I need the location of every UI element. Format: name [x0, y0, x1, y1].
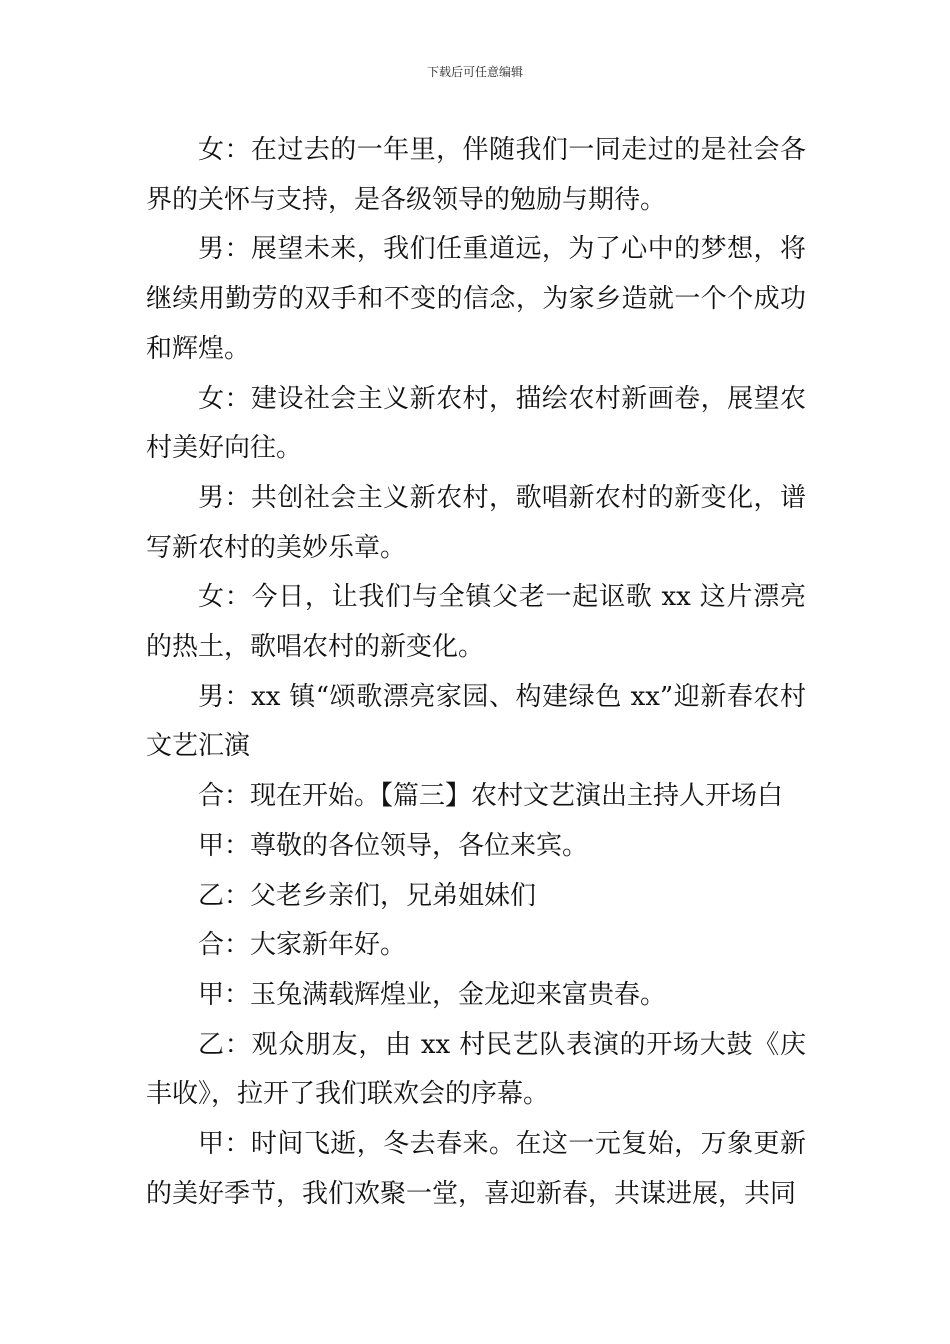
paragraph-8: 甲：尊敬的各位领导，各位来宾。: [198, 830, 589, 861]
paragraph-4: 男：共创社会主义新农村，歌唱新农村的新变化，谱写新农村的美妙乐章。: [146, 482, 806, 563]
paragraph-13: 甲：时间飞逝，冬去春来。在这一元复始，万象更新的美好季节，我们欢聚一堂，喜迎新春，共谋进展，共同: [146, 1129, 806, 1209]
paragraph-11: 甲：玉兔满载辉煌业，金龙迎来富贵春。: [198, 979, 667, 1010]
paragraph-10: 合：大家新年好。: [198, 930, 407, 961]
paragraph-5: 女：今日，让我们与全镇父老一起讴歌 xx 这片漂亮的热土，歌唱农村的新变化。: [146, 582, 806, 663]
paragraph-7: 合：现在开始。【篇三】农村文艺演出主持人开场白: [198, 781, 784, 812]
paragraph-6: 男：xx 镇“颂歌漂亮家园、构建绿色 xx”迎新春农村文艺汇演: [146, 681, 806, 762]
paragraph-9: 乙：父老乡亲们，兄弟姐妹们: [198, 880, 537, 911]
document-body: [146, 126, 806, 1219]
paragraph-1: 女：在过去的一年里，伴随我们一同走过的是社会各界的关怀与支持，是各级领导的勉励与期待。: [146, 135, 806, 215]
paragraph-3: 女：建设社会主义新农村，描绘农村新画卷，展望农村美好向往。: [146, 383, 806, 464]
paragraph-12: 乙：观众朋友，由 xx 村民艺队表演的开场大鼓《庆丰收》，拉开了我们联欢会的序幕。: [146, 1029, 806, 1110]
page-header-note: 下载后可任意编辑: [426, 65, 523, 79]
paragraph-2: 男：展望未来，我们任重道远，为了心中的梦想，将继续用勤劳的双手和不变的信念，为家乡造就一个个成功和辉煌。: [146, 234, 806, 364]
